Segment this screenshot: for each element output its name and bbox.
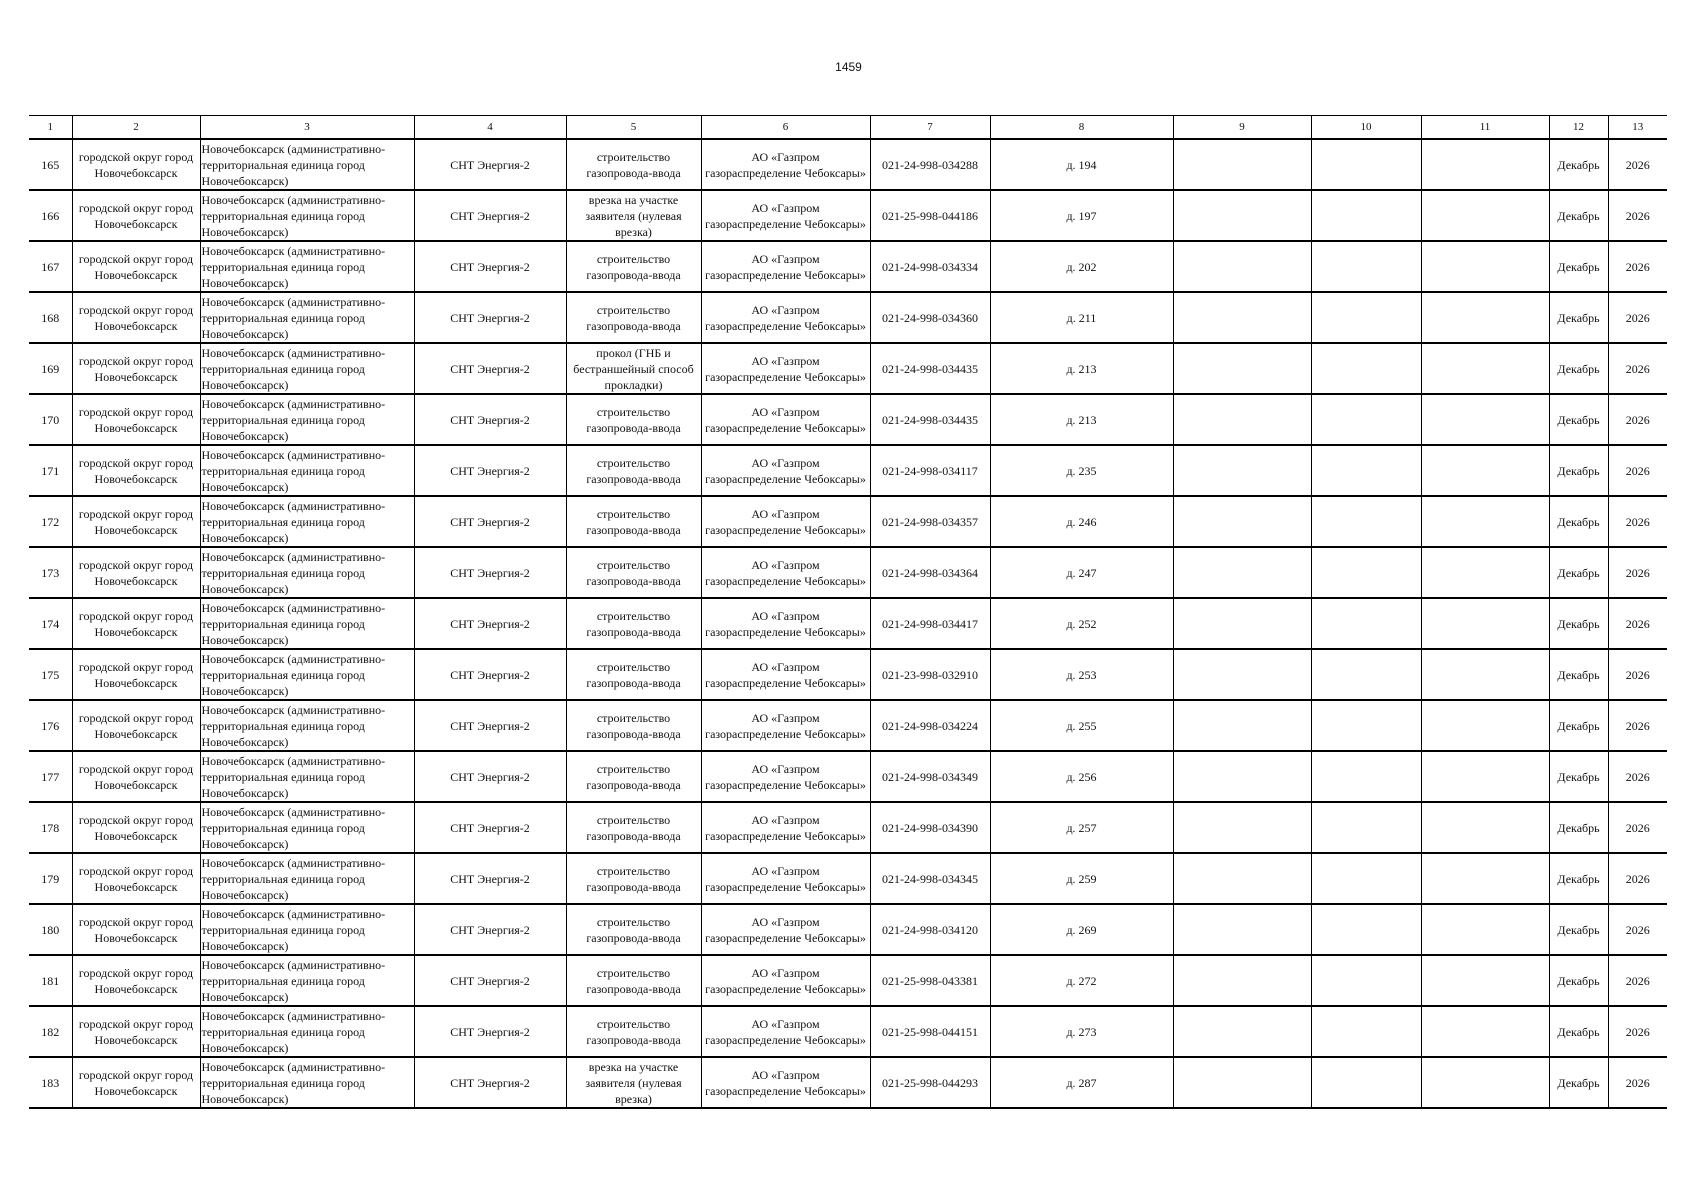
organization-cell: АО «Газпром газораспределение Чебоксары»: [701, 292, 870, 343]
work-type-cell: строительство газопровода-ввода: [566, 547, 701, 598]
column-header-5: 5: [566, 116, 701, 140]
object-cell: СНТ Энергия-2: [414, 343, 566, 394]
row-number-cell: 175: [29, 649, 72, 700]
work-type-cell: строительство газопровода-ввода: [566, 700, 701, 751]
column-11-cell: [1421, 904, 1549, 955]
column-header-1: 1: [29, 116, 72, 140]
row-number-cell: 176: [29, 700, 72, 751]
house-cell: д. 202: [990, 241, 1173, 292]
district-cell: городской округ город Новочебоксарск: [72, 955, 200, 1006]
column-11-cell: [1421, 1006, 1549, 1057]
row-number-cell: 173: [29, 547, 72, 598]
row-number-cell: 183: [29, 1057, 72, 1108]
year-cell: 2026: [1608, 1057, 1667, 1108]
column-9-cell: [1173, 700, 1311, 751]
column-10-cell: [1311, 496, 1421, 547]
object-cell: СНТ Энергия-2: [414, 394, 566, 445]
table-row: [29, 802, 1667, 853]
district-cell: городской округ город Новочебоксарск: [72, 445, 200, 496]
house-cell: д. 235: [990, 445, 1173, 496]
district-cell: городской округ город Новочебоксарск: [72, 649, 200, 700]
territorial-unit-cell: Новочебоксарск (административно-территориальная единица город Новочебоксарск): [200, 904, 414, 955]
work-type-cell: строительство газопровода-ввода: [566, 394, 701, 445]
territorial-unit-cell: Новочебоксарск (административно-территориальная единица город Новочебоксарск): [200, 955, 414, 1006]
column-11-cell: [1421, 751, 1549, 802]
organization-cell: АО «Газпром газораспределение Чебоксары»: [701, 649, 870, 700]
row-number-cell: 172: [29, 496, 72, 547]
district-cell: городской округ город Новочебоксарск: [72, 1006, 200, 1057]
table-row: [29, 1006, 1667, 1057]
organization-cell: АО «Газпром газораспределение Чебоксары»: [701, 700, 870, 751]
table-row: [29, 139, 1667, 190]
month-cell: Декабрь: [1549, 853, 1608, 904]
column-11-cell: [1421, 853, 1549, 904]
object-cell: СНТ Энергия-2: [414, 241, 566, 292]
object-cell: СНТ Энергия-2: [414, 190, 566, 241]
house-cell: д. 273: [990, 1006, 1173, 1057]
table-row: [29, 751, 1667, 802]
column-header-7: 7: [870, 116, 990, 140]
table-row: [29, 292, 1667, 343]
column-10-cell: [1311, 904, 1421, 955]
house-cell: д. 272: [990, 955, 1173, 1006]
column-header-11: 11: [1421, 116, 1549, 140]
district-cell: городской округ город Новочебоксарск: [72, 904, 200, 955]
territorial-unit-cell: Новочебоксарск (административно-территориальная единица город Новочебоксарск): [200, 547, 414, 598]
month-cell: Декабрь: [1549, 649, 1608, 700]
work-type-cell: строительство газопровода-ввода: [566, 904, 701, 955]
month-cell: Декабрь: [1549, 139, 1608, 190]
territorial-unit-cell: Новочебоксарск (административно-территориальная единица город Новочебоксарск): [200, 1006, 414, 1057]
work-type-cell: строительство газопровода-ввода: [566, 955, 701, 1006]
column-10-cell: [1311, 649, 1421, 700]
work-type-cell: врезка на участке заявителя (нулевая врезка): [566, 190, 701, 241]
organization-cell: АО «Газпром газораспределение Чебоксары»: [701, 343, 870, 394]
row-number-cell: 171: [29, 445, 72, 496]
work-type-cell: врезка на участке заявителя (нулевая врезка): [566, 1057, 701, 1108]
territorial-unit-cell: Новочебоксарск (административно-территориальная единица город Новочебоксарск): [200, 751, 414, 802]
application-code-cell: 021-24-998-034334: [870, 241, 990, 292]
territorial-unit-cell: Новочебоксарск (административно-территориальная единица город Новочебоксарск): [200, 139, 414, 190]
territorial-unit-cell: Новочебоксарск (административно-территориальная единица город Новочебоксарск): [200, 700, 414, 751]
column-10-cell: [1311, 598, 1421, 649]
territorial-unit-cell: Новочебоксарск (административно-территориальная единица город Новочебоксарск): [200, 394, 414, 445]
month-cell: Декабрь: [1549, 598, 1608, 649]
column-9-cell: [1173, 343, 1311, 394]
row-number-cell: 170: [29, 394, 72, 445]
house-cell: д. 213: [990, 343, 1173, 394]
table-row: [29, 1057, 1667, 1108]
column-11-cell: [1421, 955, 1549, 1006]
work-type-cell: строительство газопровода-ввода: [566, 1006, 701, 1057]
house-cell: д. 257: [990, 802, 1173, 853]
object-cell: СНТ Энергия-2: [414, 751, 566, 802]
column-9-cell: [1173, 904, 1311, 955]
organization-cell: АО «Газпром газораспределение Чебоксары»: [701, 751, 870, 802]
column-9-cell: [1173, 598, 1311, 649]
column-10-cell: [1311, 292, 1421, 343]
work-type-cell: строительство газопровода-ввода: [566, 802, 701, 853]
organization-cell: АО «Газпром газораспределение Чебоксары»: [701, 1057, 870, 1108]
territorial-unit-cell: Новочебоксарск (административно-территориальная единица город Новочебоксарск): [200, 853, 414, 904]
organization-cell: АО «Газпром газораспределение Чебоксары»: [701, 853, 870, 904]
work-type-cell: строительство газопровода-ввода: [566, 496, 701, 547]
column-header-2: 2: [72, 116, 200, 140]
district-cell: городской округ город Новочебоксарск: [72, 241, 200, 292]
table-row: [29, 904, 1667, 955]
territorial-unit-cell: Новочебоксарск (административно-территориальная единица город Новочебоксарск): [200, 292, 414, 343]
district-cell: городской округ город Новочебоксарск: [72, 700, 200, 751]
object-cell: СНТ Энергия-2: [414, 1057, 566, 1108]
house-cell: д. 269: [990, 904, 1173, 955]
district-cell: городской округ город Новочебоксарск: [72, 496, 200, 547]
column-header-13: 13: [1608, 116, 1667, 140]
column-9-cell: [1173, 394, 1311, 445]
column-header-4: 4: [414, 116, 566, 140]
registry-table: [29, 115, 1667, 1109]
month-cell: Декабрь: [1549, 292, 1608, 343]
work-type-cell: строительство газопровода-ввода: [566, 445, 701, 496]
work-type-cell: строительство газопровода-ввода: [566, 751, 701, 802]
table-row: [29, 394, 1667, 445]
row-number-cell: 166: [29, 190, 72, 241]
column-9-cell: [1173, 547, 1311, 598]
column-10-cell: [1311, 1006, 1421, 1057]
district-cell: городской округ город Новочебоксарск: [72, 802, 200, 853]
column-header-10: 10: [1311, 116, 1421, 140]
column-11-cell: [1421, 649, 1549, 700]
column-10-cell: [1311, 394, 1421, 445]
house-cell: д. 259: [990, 853, 1173, 904]
application-code-cell: 021-23-998-032910: [870, 649, 990, 700]
table-row: [29, 241, 1667, 292]
district-cell: городской округ город Новочебоксарск: [72, 343, 200, 394]
row-number-cell: 180: [29, 904, 72, 955]
column-header-12: 12: [1549, 116, 1608, 140]
column-10-cell: [1311, 1057, 1421, 1108]
column-11-cell: [1421, 598, 1549, 649]
table-row: [29, 649, 1667, 700]
district-cell: городской округ город Новочебоксарск: [72, 1057, 200, 1108]
row-number-cell: 174: [29, 598, 72, 649]
column-10-cell: [1311, 853, 1421, 904]
work-type-cell: строительство газопровода-ввода: [566, 598, 701, 649]
district-cell: городской округ город Новочебоксарск: [72, 394, 200, 445]
row-number-cell: 169: [29, 343, 72, 394]
column-9-cell: [1173, 292, 1311, 343]
organization-cell: АО «Газпром газораспределение Чебоксары»: [701, 1006, 870, 1057]
row-number-cell: 182: [29, 1006, 72, 1057]
application-code-cell: 021-24-998-034357: [870, 496, 990, 547]
district-cell: городской округ город Новочебоксарск: [72, 547, 200, 598]
month-cell: Декабрь: [1549, 190, 1608, 241]
month-cell: Декабрь: [1549, 700, 1608, 751]
month-cell: Декабрь: [1549, 751, 1608, 802]
object-cell: СНТ Энергия-2: [414, 139, 566, 190]
object-cell: СНТ Энергия-2: [414, 802, 566, 853]
table-header: [29, 116, 1667, 140]
object-cell: СНТ Энергия-2: [414, 649, 566, 700]
application-code-cell: 021-25-998-044186: [870, 190, 990, 241]
application-code-cell: 021-24-998-034120: [870, 904, 990, 955]
column-11-cell: [1421, 496, 1549, 547]
year-cell: 2026: [1608, 343, 1667, 394]
territorial-unit-cell: Новочебоксарск (административно-территориальная единица город Новочебоксарск): [200, 241, 414, 292]
district-cell: городской округ город Новочебоксарск: [72, 190, 200, 241]
year-cell: 2026: [1608, 853, 1667, 904]
month-cell: Декабрь: [1549, 343, 1608, 394]
work-type-cell: строительство газопровода-ввода: [566, 649, 701, 700]
table-row: [29, 445, 1667, 496]
house-cell: д. 213: [990, 394, 1173, 445]
column-11-cell: [1421, 1057, 1549, 1108]
month-cell: Декабрь: [1549, 955, 1608, 1006]
column-9-cell: [1173, 496, 1311, 547]
column-9-cell: [1173, 139, 1311, 190]
house-cell: д. 246: [990, 496, 1173, 547]
object-cell: СНТ Энергия-2: [414, 700, 566, 751]
column-9-cell: [1173, 853, 1311, 904]
year-cell: 2026: [1608, 649, 1667, 700]
column-header-8: 8: [990, 116, 1173, 140]
work-type-cell: строительство газопровода-ввода: [566, 292, 701, 343]
year-cell: 2026: [1608, 751, 1667, 802]
column-11-cell: [1421, 343, 1549, 394]
object-cell: СНТ Энергия-2: [414, 955, 566, 1006]
object-cell: СНТ Энергия-2: [414, 853, 566, 904]
year-cell: 2026: [1608, 139, 1667, 190]
month-cell: Декабрь: [1549, 547, 1608, 598]
organization-cell: АО «Газпром газораспределение Чебоксары»: [701, 445, 870, 496]
territorial-unit-cell: Новочебоксарск (административно-территориальная единица город Новочебоксарск): [200, 190, 414, 241]
application-code-cell: 021-24-998-034435: [870, 343, 990, 394]
application-code-cell: 021-24-998-034364: [870, 547, 990, 598]
column-10-cell: [1311, 802, 1421, 853]
application-code-cell: 021-25-998-044293: [870, 1057, 990, 1108]
territorial-unit-cell: Новочебоксарск (административно-территориальная единица город Новочебоксарск): [200, 1057, 414, 1108]
application-code-cell: 021-24-998-034360: [870, 292, 990, 343]
year-cell: 2026: [1608, 1006, 1667, 1057]
organization-cell: АО «Газпром газораспределение Чебоксары»: [701, 190, 870, 241]
column-10-cell: [1311, 547, 1421, 598]
house-cell: д. 247: [990, 547, 1173, 598]
column-9-cell: [1173, 802, 1311, 853]
year-cell: 2026: [1608, 496, 1667, 547]
column-11-cell: [1421, 445, 1549, 496]
territorial-unit-cell: Новочебоксарск (административно-территориальная единица город Новочебоксарск): [200, 343, 414, 394]
month-cell: Декабрь: [1549, 1006, 1608, 1057]
column-9-cell: [1173, 649, 1311, 700]
organization-cell: АО «Газпром газораспределение Чебоксары»: [701, 394, 870, 445]
work-type-cell: строительство газопровода-ввода: [566, 241, 701, 292]
object-cell: СНТ Энергия-2: [414, 547, 566, 598]
object-cell: СНТ Энергия-2: [414, 496, 566, 547]
column-9-cell: [1173, 241, 1311, 292]
work-type-cell: прокол (ГНБ и бестраншейный способ прокладки): [566, 343, 701, 394]
table-row: [29, 190, 1667, 241]
table-row: [29, 598, 1667, 649]
column-10-cell: [1311, 241, 1421, 292]
column-11-cell: [1421, 547, 1549, 598]
district-cell: городской округ город Новочебоксарск: [72, 292, 200, 343]
application-code-cell: 021-24-998-034288: [870, 139, 990, 190]
application-code-cell: 021-24-998-034345: [870, 853, 990, 904]
application-code-cell: 021-24-998-034390: [870, 802, 990, 853]
application-code-cell: 021-25-998-043381: [870, 955, 990, 1006]
column-11-cell: [1421, 241, 1549, 292]
territorial-unit-cell: Новочебоксарск (административно-территориальная единица город Новочебоксарск): [200, 445, 414, 496]
year-cell: 2026: [1608, 547, 1667, 598]
header-row: [29, 116, 1667, 140]
application-code-cell: 021-24-998-034417: [870, 598, 990, 649]
organization-cell: АО «Газпром газораспределение Чебоксары»: [701, 496, 870, 547]
application-code-cell: 021-25-998-044151: [870, 1006, 990, 1057]
house-cell: д. 253: [990, 649, 1173, 700]
row-number-cell: 167: [29, 241, 72, 292]
column-9-cell: [1173, 955, 1311, 1006]
year-cell: 2026: [1608, 292, 1667, 343]
column-9-cell: [1173, 1006, 1311, 1057]
year-cell: 2026: [1608, 955, 1667, 1006]
table-body: [29, 139, 1667, 1108]
column-11-cell: [1421, 139, 1549, 190]
house-cell: д. 287: [990, 1057, 1173, 1108]
month-cell: Декабрь: [1549, 904, 1608, 955]
table-row: [29, 496, 1667, 547]
object-cell: СНТ Энергия-2: [414, 1006, 566, 1057]
table-row: [29, 955, 1667, 1006]
row-number-cell: 177: [29, 751, 72, 802]
application-code-cell: 021-24-998-034435: [870, 394, 990, 445]
month-cell: Декабрь: [1549, 241, 1608, 292]
year-cell: 2026: [1608, 190, 1667, 241]
column-11-cell: [1421, 700, 1549, 751]
column-10-cell: [1311, 343, 1421, 394]
column-10-cell: [1311, 139, 1421, 190]
organization-cell: АО «Газпром газораспределение Чебоксары»: [701, 139, 870, 190]
territorial-unit-cell: Новочебоксарск (административно-территориальная единица город Новочебоксарск): [200, 496, 414, 547]
column-10-cell: [1311, 445, 1421, 496]
month-cell: Декабрь: [1549, 496, 1608, 547]
territorial-unit-cell: Новочебоксарск (административно-территориальная единица город Новочебоксарск): [200, 802, 414, 853]
column-11-cell: [1421, 394, 1549, 445]
object-cell: СНТ Энергия-2: [414, 904, 566, 955]
column-11-cell: [1421, 190, 1549, 241]
application-code-cell: 021-24-998-034224: [870, 700, 990, 751]
row-number-cell: 165: [29, 139, 72, 190]
work-type-cell: строительство газопровода-ввода: [566, 853, 701, 904]
organization-cell: АО «Газпром газораспределение Чебоксары»: [701, 955, 870, 1006]
column-10-cell: [1311, 700, 1421, 751]
year-cell: 2026: [1608, 700, 1667, 751]
month-cell: Декабрь: [1549, 802, 1608, 853]
column-header-9: 9: [1173, 116, 1311, 140]
page-number: 1459: [835, 60, 862, 74]
organization-cell: АО «Газпром газораспределение Чебоксары»: [701, 241, 870, 292]
row-number-cell: 168: [29, 292, 72, 343]
table-row: [29, 853, 1667, 904]
column-9-cell: [1173, 751, 1311, 802]
application-code-cell: 021-24-998-034117: [870, 445, 990, 496]
year-cell: 2026: [1608, 904, 1667, 955]
column-header-6: 6: [701, 116, 870, 140]
year-cell: 2026: [1608, 802, 1667, 853]
organization-cell: АО «Газпром газораспределение Чебоксары»: [701, 547, 870, 598]
territorial-unit-cell: Новочебоксарск (административно-территориальная единица город Новочебоксарск): [200, 649, 414, 700]
house-cell: д. 256: [990, 751, 1173, 802]
column-header-3: 3: [200, 116, 414, 140]
object-cell: СНТ Энергия-2: [414, 292, 566, 343]
column-9-cell: [1173, 190, 1311, 241]
work-type-cell: строительство газопровода-ввода: [566, 139, 701, 190]
organization-cell: АО «Газпром газораспределение Чебоксары»: [701, 598, 870, 649]
row-number-cell: 178: [29, 802, 72, 853]
column-10-cell: [1311, 190, 1421, 241]
house-cell: д. 197: [990, 190, 1173, 241]
month-cell: Декабрь: [1549, 394, 1608, 445]
column-9-cell: [1173, 1057, 1311, 1108]
row-number-cell: 181: [29, 955, 72, 1006]
month-cell: Декабрь: [1549, 1057, 1608, 1108]
table-row: [29, 343, 1667, 394]
house-cell: д. 255: [990, 700, 1173, 751]
column-11-cell: [1421, 292, 1549, 343]
house-cell: д. 252: [990, 598, 1173, 649]
year-cell: 2026: [1608, 394, 1667, 445]
district-cell: городской округ город Новочебоксарск: [72, 751, 200, 802]
district-cell: городской округ город Новочебоксарск: [72, 853, 200, 904]
column-10-cell: [1311, 751, 1421, 802]
year-cell: 2026: [1608, 445, 1667, 496]
application-code-cell: 021-24-998-034349: [870, 751, 990, 802]
table-row: [29, 700, 1667, 751]
column-9-cell: [1173, 445, 1311, 496]
row-number-cell: 179: [29, 853, 72, 904]
year-cell: 2026: [1608, 241, 1667, 292]
organization-cell: АО «Газпром газораспределение Чебоксары»: [701, 904, 870, 955]
district-cell: городской округ город Новочебоксарск: [72, 598, 200, 649]
house-cell: д. 194: [990, 139, 1173, 190]
month-cell: Декабрь: [1549, 445, 1608, 496]
organization-cell: АО «Газпром газораспределение Чебоксары»: [701, 802, 870, 853]
object-cell: СНТ Энергия-2: [414, 445, 566, 496]
table-row: [29, 547, 1667, 598]
year-cell: 2026: [1608, 598, 1667, 649]
column-11-cell: [1421, 802, 1549, 853]
object-cell: СНТ Энергия-2: [414, 598, 566, 649]
district-cell: городской округ город Новочебоксарск: [72, 139, 200, 190]
territorial-unit-cell: Новочебоксарск (административно-территориальная единица город Новочебоксарск): [200, 598, 414, 649]
house-cell: д. 211: [990, 292, 1173, 343]
column-10-cell: [1311, 955, 1421, 1006]
